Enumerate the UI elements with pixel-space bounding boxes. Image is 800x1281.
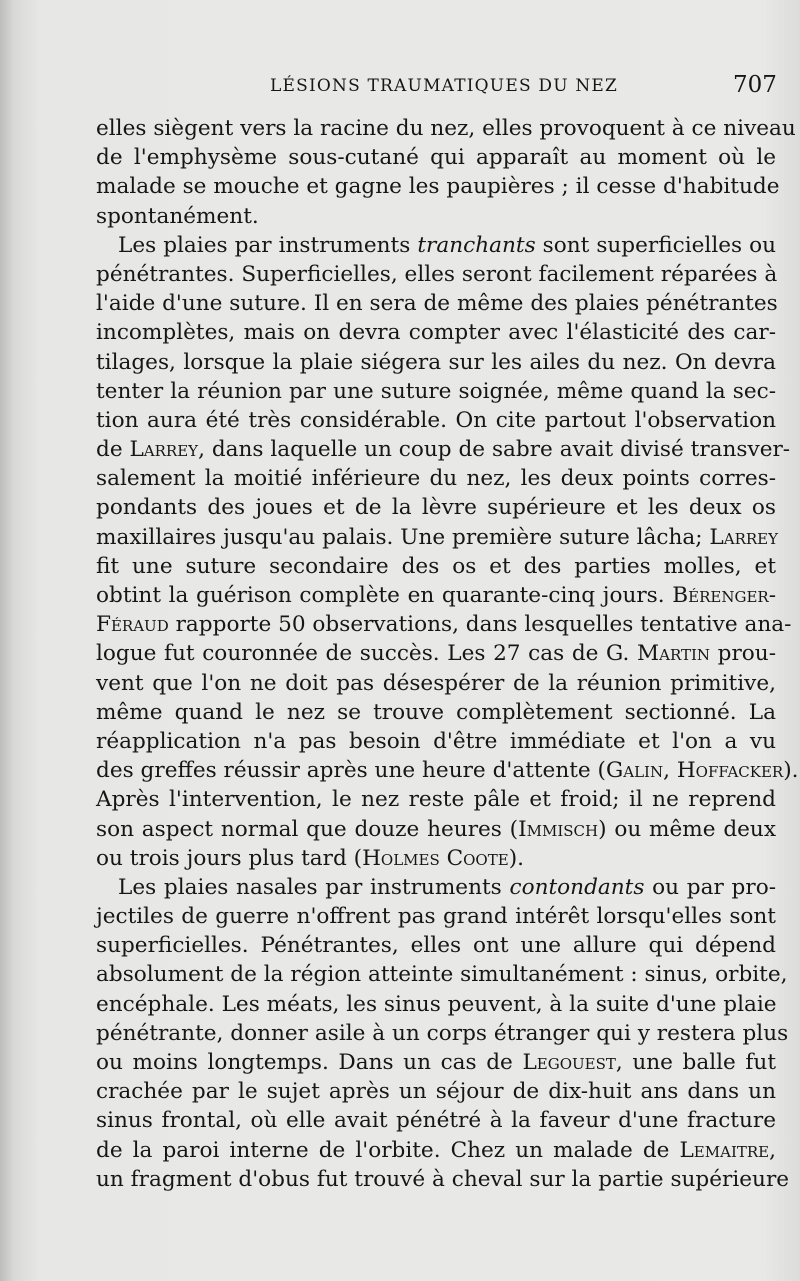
- text-line: [96, 1136, 776, 1165]
- text-line: [96, 1077, 776, 1106]
- author-name: Martin: [637, 641, 711, 667]
- paragraph: [96, 114, 796, 231]
- text-run: Après l'intervention, le nez reste pâle et froid; il ne reprend: [96, 787, 776, 813]
- text-run: tenter la réunion par une suture soignée, même quand la sec-: [96, 378, 776, 404]
- text-run: l'aide d'une suture. Il en sera de même des plaies pénétrantes: [96, 291, 778, 317]
- text-line: [96, 348, 776, 377]
- text-line: [96, 523, 779, 552]
- author-name: Legouest: [522, 1050, 616, 1075]
- text-run: son aspect normal que douze heures (: [96, 816, 519, 842]
- text-line: [96, 406, 776, 435]
- author-name: Féraud: [96, 612, 169, 638]
- text-run: prou-: [710, 641, 776, 667]
- text-line: [96, 1019, 789, 1048]
- text-run: des greffes réussir après une heure d'attente (: [96, 758, 606, 784]
- text-run: sont superficielles ou: [535, 232, 776, 258]
- text-line: [96, 610, 792, 639]
- text-line: [96, 873, 776, 902]
- text-run: maxillaires jusqu'au palais. Une première suture lâcha;: [96, 524, 710, 550]
- text-line: [96, 318, 776, 347]
- text-line: [96, 231, 776, 260]
- text-line: [96, 260, 776, 289]
- text-line: [96, 1106, 776, 1135]
- body-text: [96, 114, 799, 1194]
- text-line: [96, 581, 776, 610]
- text-line: [96, 289, 776, 318]
- text-run: réapplication n'a pas besoin d'être immédiate et l'on a vu: [96, 728, 776, 754]
- text-line: [96, 815, 776, 844]
- text-line: [96, 202, 776, 231]
- text-run: de: [96, 437, 130, 463]
- text-run: ou par pro-: [644, 874, 777, 900]
- text-line: [96, 727, 776, 756]
- author-name: Lemaitre: [679, 1137, 770, 1163]
- text-run: salement la moitié inférieure du nez, les deux points corres-: [96, 466, 776, 492]
- text-run: ) ou même deux: [598, 816, 777, 842]
- text-line: [96, 931, 776, 960]
- text-line: [96, 1048, 776, 1077]
- author-name: Holmes Coote: [362, 845, 509, 871]
- text-run: obtint la guérison complète en quarante-cinq jours.: [96, 583, 673, 608]
- text-run: ou moins longtemps. Dans un cas de: [96, 1050, 523, 1075]
- text-line: [96, 143, 776, 172]
- text-line: [96, 1165, 790, 1194]
- author-name: Larrey: [709, 524, 779, 550]
- text-line: [96, 990, 776, 1019]
- text-line: [96, 785, 776, 814]
- page-number: 707: [733, 72, 777, 98]
- text-line: [96, 114, 796, 143]
- text-line: [96, 960, 788, 989]
- text-run: superficielles. Pénétrantes, elles ont une allure qui dépend: [96, 933, 776, 959]
- text-line: [96, 844, 776, 873]
- text-run: jectiles de guerre n'offrent pas grand intérêt lorsqu'elles sont: [96, 904, 776, 930]
- text-line: [96, 552, 776, 581]
- text-run: malade se mouche et gagne les paupières ; il cesse d'habitude: [96, 174, 780, 200]
- text-line: [96, 493, 776, 522]
- author-name: Immisch: [518, 816, 599, 842]
- text-run: pénétrante, donner asile à un corps étranger qui y restera plus: [96, 1020, 789, 1046]
- text-line: [96, 669, 776, 698]
- text-run: spontanément.: [96, 203, 259, 229]
- text-run: logue fut couronnée de succès. Les 27 cas de G.: [96, 641, 637, 667]
- text-run: encéphale. Les méats, les sinus peuvent, à la suite d'une plaie: [96, 991, 777, 1017]
- text-run: tion aura été très considérable. On cite partout l'observation: [96, 407, 776, 433]
- text-run: Les plaies par instruments: [118, 232, 418, 258]
- text-run: ou trois jours plus tard (: [96, 845, 363, 871]
- emphasis-text: tranchants: [417, 232, 536, 258]
- text-line: [96, 698, 776, 727]
- emphasis-text: contondants: [509, 874, 645, 900]
- text-run: de la paroi interne de l'orbite. Chez un malade de: [96, 1137, 680, 1163]
- text-run: Les plaies nasales par instruments: [118, 874, 510, 900]
- text-run: pondants des joues et de la lèvre supérieure et les deux os: [96, 495, 776, 521]
- author-name: Larrey: [129, 437, 199, 463]
- text-run: ).: [783, 758, 799, 784]
- text-run: incomplètes, mais on devra compter avec l'élasticité des car-: [96, 320, 776, 346]
- text-run: de l'emphysème sous-cutané qui apparaît au moment où le: [96, 145, 776, 171]
- text-run: elles siègent vers la racine du nez, elles provoquent à ce niveau: [96, 116, 796, 141]
- paragraph: [96, 873, 790, 1194]
- text-line: [96, 172, 780, 201]
- text-line: [96, 639, 776, 668]
- paragraph: [96, 231, 799, 873]
- author-name: Bérenger-: [672, 583, 776, 608]
- author-name: Hoffacker: [676, 758, 784, 784]
- text-run: absolument de la région atteinte simultanément : sinus, orbite,: [96, 962, 788, 988]
- text-run: ,: [663, 758, 677, 784]
- text-run: tilages, lorsque la plaie siégera sur les ailes du nez. On devra: [96, 349, 776, 375]
- text-run: crachée par le sujet après un séjour de dix-huit ans dans un: [96, 1079, 776, 1105]
- text-run: même quand le nez se trouve complètement sectionné. La: [96, 699, 776, 725]
- text-run: sinus frontal, où elle avait pénétré à la faveur d'une fracture: [96, 1108, 776, 1134]
- author-name: Galin: [605, 758, 664, 784]
- text-run: , dans laquelle un coup de sabre avait divisé transver-: [198, 437, 791, 463]
- running-title: LÉSIONS TRAUMATIQUES DU NEZ: [270, 76, 619, 96]
- text-line: [96, 464, 776, 493]
- text-run: un fragment d'obus fut trouvé à cheval sur la partie supérieure: [96, 1166, 790, 1192]
- text-run: fit une suture secondaire des os et des parties molles, et: [96, 553, 776, 579]
- text-line: [96, 902, 776, 931]
- text-run: rapporte 50 observations, dans lesquelles tentative ana-: [168, 612, 792, 638]
- text-run: vent que l'on ne doit pas désespérer de la réunion primitive,: [96, 670, 776, 696]
- page-header: [0, 66, 800, 106]
- text-run: , une balle fut: [615, 1050, 776, 1075]
- text-line: [96, 377, 776, 406]
- text-line: [96, 435, 791, 464]
- text-run: pénétrantes. Superficielles, elles seront facilement réparées à: [96, 261, 778, 287]
- text-line: [96, 756, 799, 785]
- text-run: ,: [769, 1137, 776, 1163]
- text-run: ).: [508, 845, 524, 871]
